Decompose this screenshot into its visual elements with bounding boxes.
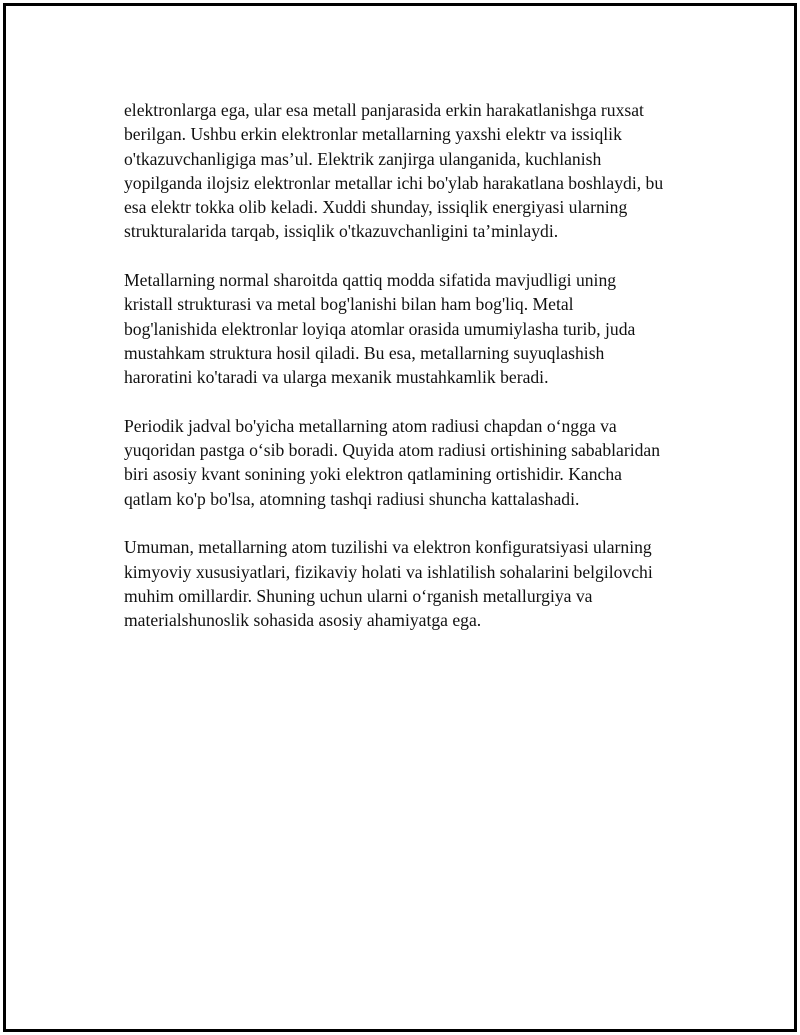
page-frame xyxy=(3,3,797,1032)
text-line: Metallarning normal sharoitda qattiq modda sifatida mavjudligi uning xyxy=(124,270,617,291)
text-line: qatlam ko'p bo'lsa, atomning tashqi radiusi shuncha kattalashadi. xyxy=(124,488,580,509)
text-line: berilgan. Ushbu erkin elektronlar metallarning yaxshi elektr va issiqlik xyxy=(124,124,622,145)
text-line: yopilganda ilojsiz elektronlar metallar ichi bo'ylab harakatlana boshlaydi, bu xyxy=(124,172,664,193)
text-line: o'tkazuvchanligiga mas’ul. Elektrik zanjirga ulanganida, kuchlanish xyxy=(124,148,602,169)
text-line: bog'lanishida elektronlar loyiqa atomlar orasida umumiylasha turib, juda xyxy=(124,318,636,339)
text-line: yuqoridan pastga o‘sib boradi. Quyida atom radiusi ortishining sabablaridan xyxy=(124,440,661,461)
paragraph-4 xyxy=(124,535,699,632)
text-line: mustahkam struktura hosil qiladi. Bu esa, metallarning suyuqlashish xyxy=(124,342,605,363)
document-body xyxy=(124,98,699,657)
text-line: materialshunoslik sohasida asosiy ahamiyatga ega. xyxy=(124,610,482,631)
text-line: kristall strukturasi va metal bog'lanishi bilan ham bog'liq. Metal xyxy=(124,294,574,315)
paragraph-1 xyxy=(124,98,699,244)
text-line: elektronlarga ega, ular esa metall panjarasida erkin harakatlanishga ruxsat xyxy=(124,100,644,120)
text-line: Periodik jadval bo'yicha metallarning atom radiusi chapdan o‘ngga va xyxy=(124,415,617,436)
text-line: Umuman, metallarning atom tuzilishi va elektron konfiguratsiyasi ularning xyxy=(124,537,652,558)
text-line: strukturalarida tarqab, issiqlik o'tkazuvchanligini ta’minlaydi. xyxy=(124,221,559,242)
text-line: esa elektr tokka olib keladi. Xuddi shunday, issiqlik energiyasi ularning xyxy=(124,197,628,218)
text-line: haroratini ko'taradi va ularga mexanik mustahkamlik beradi. xyxy=(124,367,549,388)
paragraph-3 xyxy=(124,414,699,511)
paragraph-2 xyxy=(124,268,699,389)
text-line: biri asosiy kvant sonining yoki elektron qatlamining ortishidir. Kancha xyxy=(124,464,622,485)
text-line: kimyoviy xususiyatlari, fizikaviy holati va ishlatilish sohalarini belgilovchi xyxy=(124,561,653,582)
text-line: muhim omillardir. Shuning uchun ularni o‘rganish metallurgiya va xyxy=(124,585,593,606)
